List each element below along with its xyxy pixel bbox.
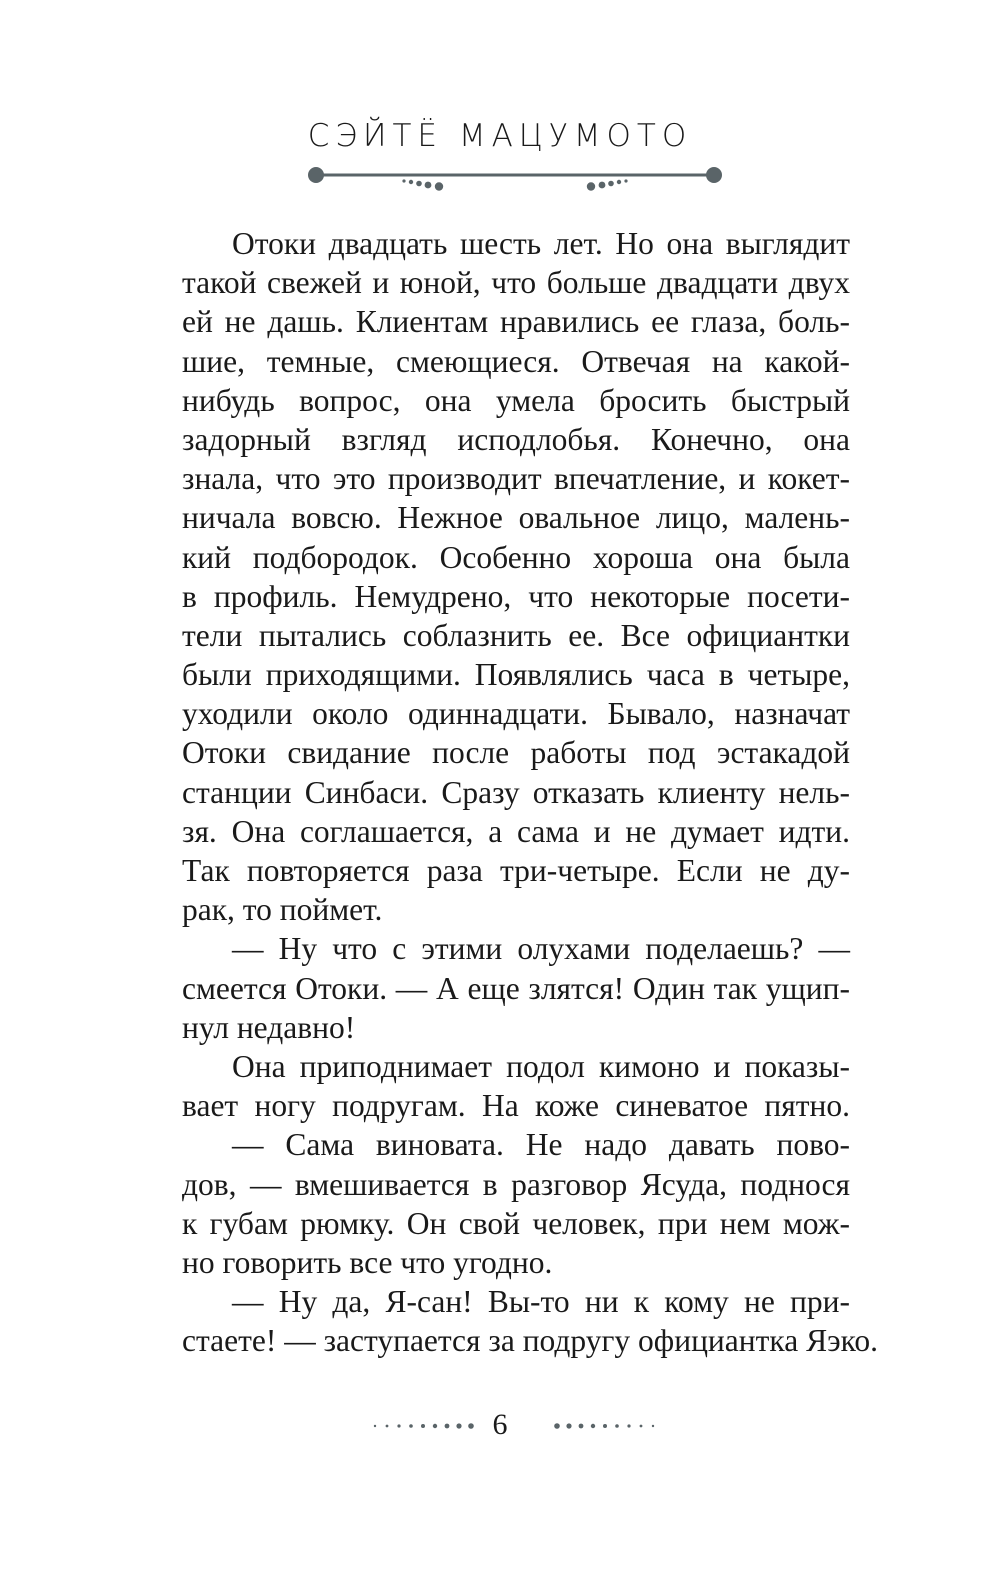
header-ornament-divider [300,158,730,198]
text-line: рак, то поймет. [182,892,383,928]
body-text [182,224,878,1360]
text-line: зя. Она соглашается, а сама и не думает идти. [182,813,850,849]
text-line: были приходящими. Появлялись часа в четыре, [182,657,850,693]
ornament-bead-cluster-left [402,179,443,190]
text-line: шие, темные, смеющиеся. Отвечая на какой- [182,343,850,379]
text-line: стаете! — заступается за подругу официантка Яэко. [182,1323,878,1359]
text-line: ничала вовсю. Нежное овальное лицо, малень- [182,500,850,536]
text-line: уходили около одиннадцати. Бывало, назначат [182,696,850,732]
text-line: — Сама виновата. Не надо давать пово- [232,1127,850,1163]
page-number: 6 [492,1408,508,1441]
text-line: нибудь вопрос, она умела бросить быстрый [182,382,850,418]
text-line: задорный взгляд исподлобья. Конечно, она [182,421,850,457]
ornament-end-dot-left [308,167,324,183]
text-line: в профиль. Немудрено, что некоторые посети- [182,578,850,614]
text-line: смеется Отоки. — А еще злятся! Один так ущип- [182,970,850,1006]
text-line: кий подбородок. Особенно хороша она была [182,539,850,575]
text-line: — Ну что с этими олухами поделаешь? — [232,931,850,967]
text-line: Так повторяется раза три-четыре. Если не ду- [182,853,850,888]
text-line: знала, что это производит впечатление, и кокет- [182,461,850,497]
text-line: Отоки двадцать шесть лет. Но она выглядит [232,226,850,261]
text-line: тели пытались соблазнить ее. Все официантки [182,617,850,653]
text-line: Она приподнимает подол кимоно и показы- [232,1048,850,1084]
text-line: такой свежей и юной, что больше двадцати двух [182,265,850,301]
text-line: станции Синбаси. Сразу отказать клиенту нель- [182,774,850,810]
folio-dots-right [544,1405,664,1445]
text-line: вает ногу подругам. На коже синеватое пятно. [182,1088,850,1124]
ornament-end-dot-right [706,167,722,183]
text-line: нул недавно! [182,1009,356,1045]
running-head-title: СЭЙТЁ МАЦУМОТО [307,118,693,154]
text-line: Отоки свидание после работы под эстакадой [182,735,850,771]
ornament-bead-cluster-right [587,179,628,190]
text-line: но говорить все что угодно. [182,1244,553,1280]
text-line: ей не дашь. Клиентам нравились ее глаза, боль- [182,304,850,340]
page-footer [0,1405,1000,1445]
text-line: к губам рюмку. Он свой человек, при нем мож- [182,1205,850,1241]
text-line: дов, — вмешивается в разговор Ясуда, поднося [182,1166,850,1202]
text-line: — Ну да, Я-сан! Вы-то ни к кому не при- [232,1284,850,1320]
